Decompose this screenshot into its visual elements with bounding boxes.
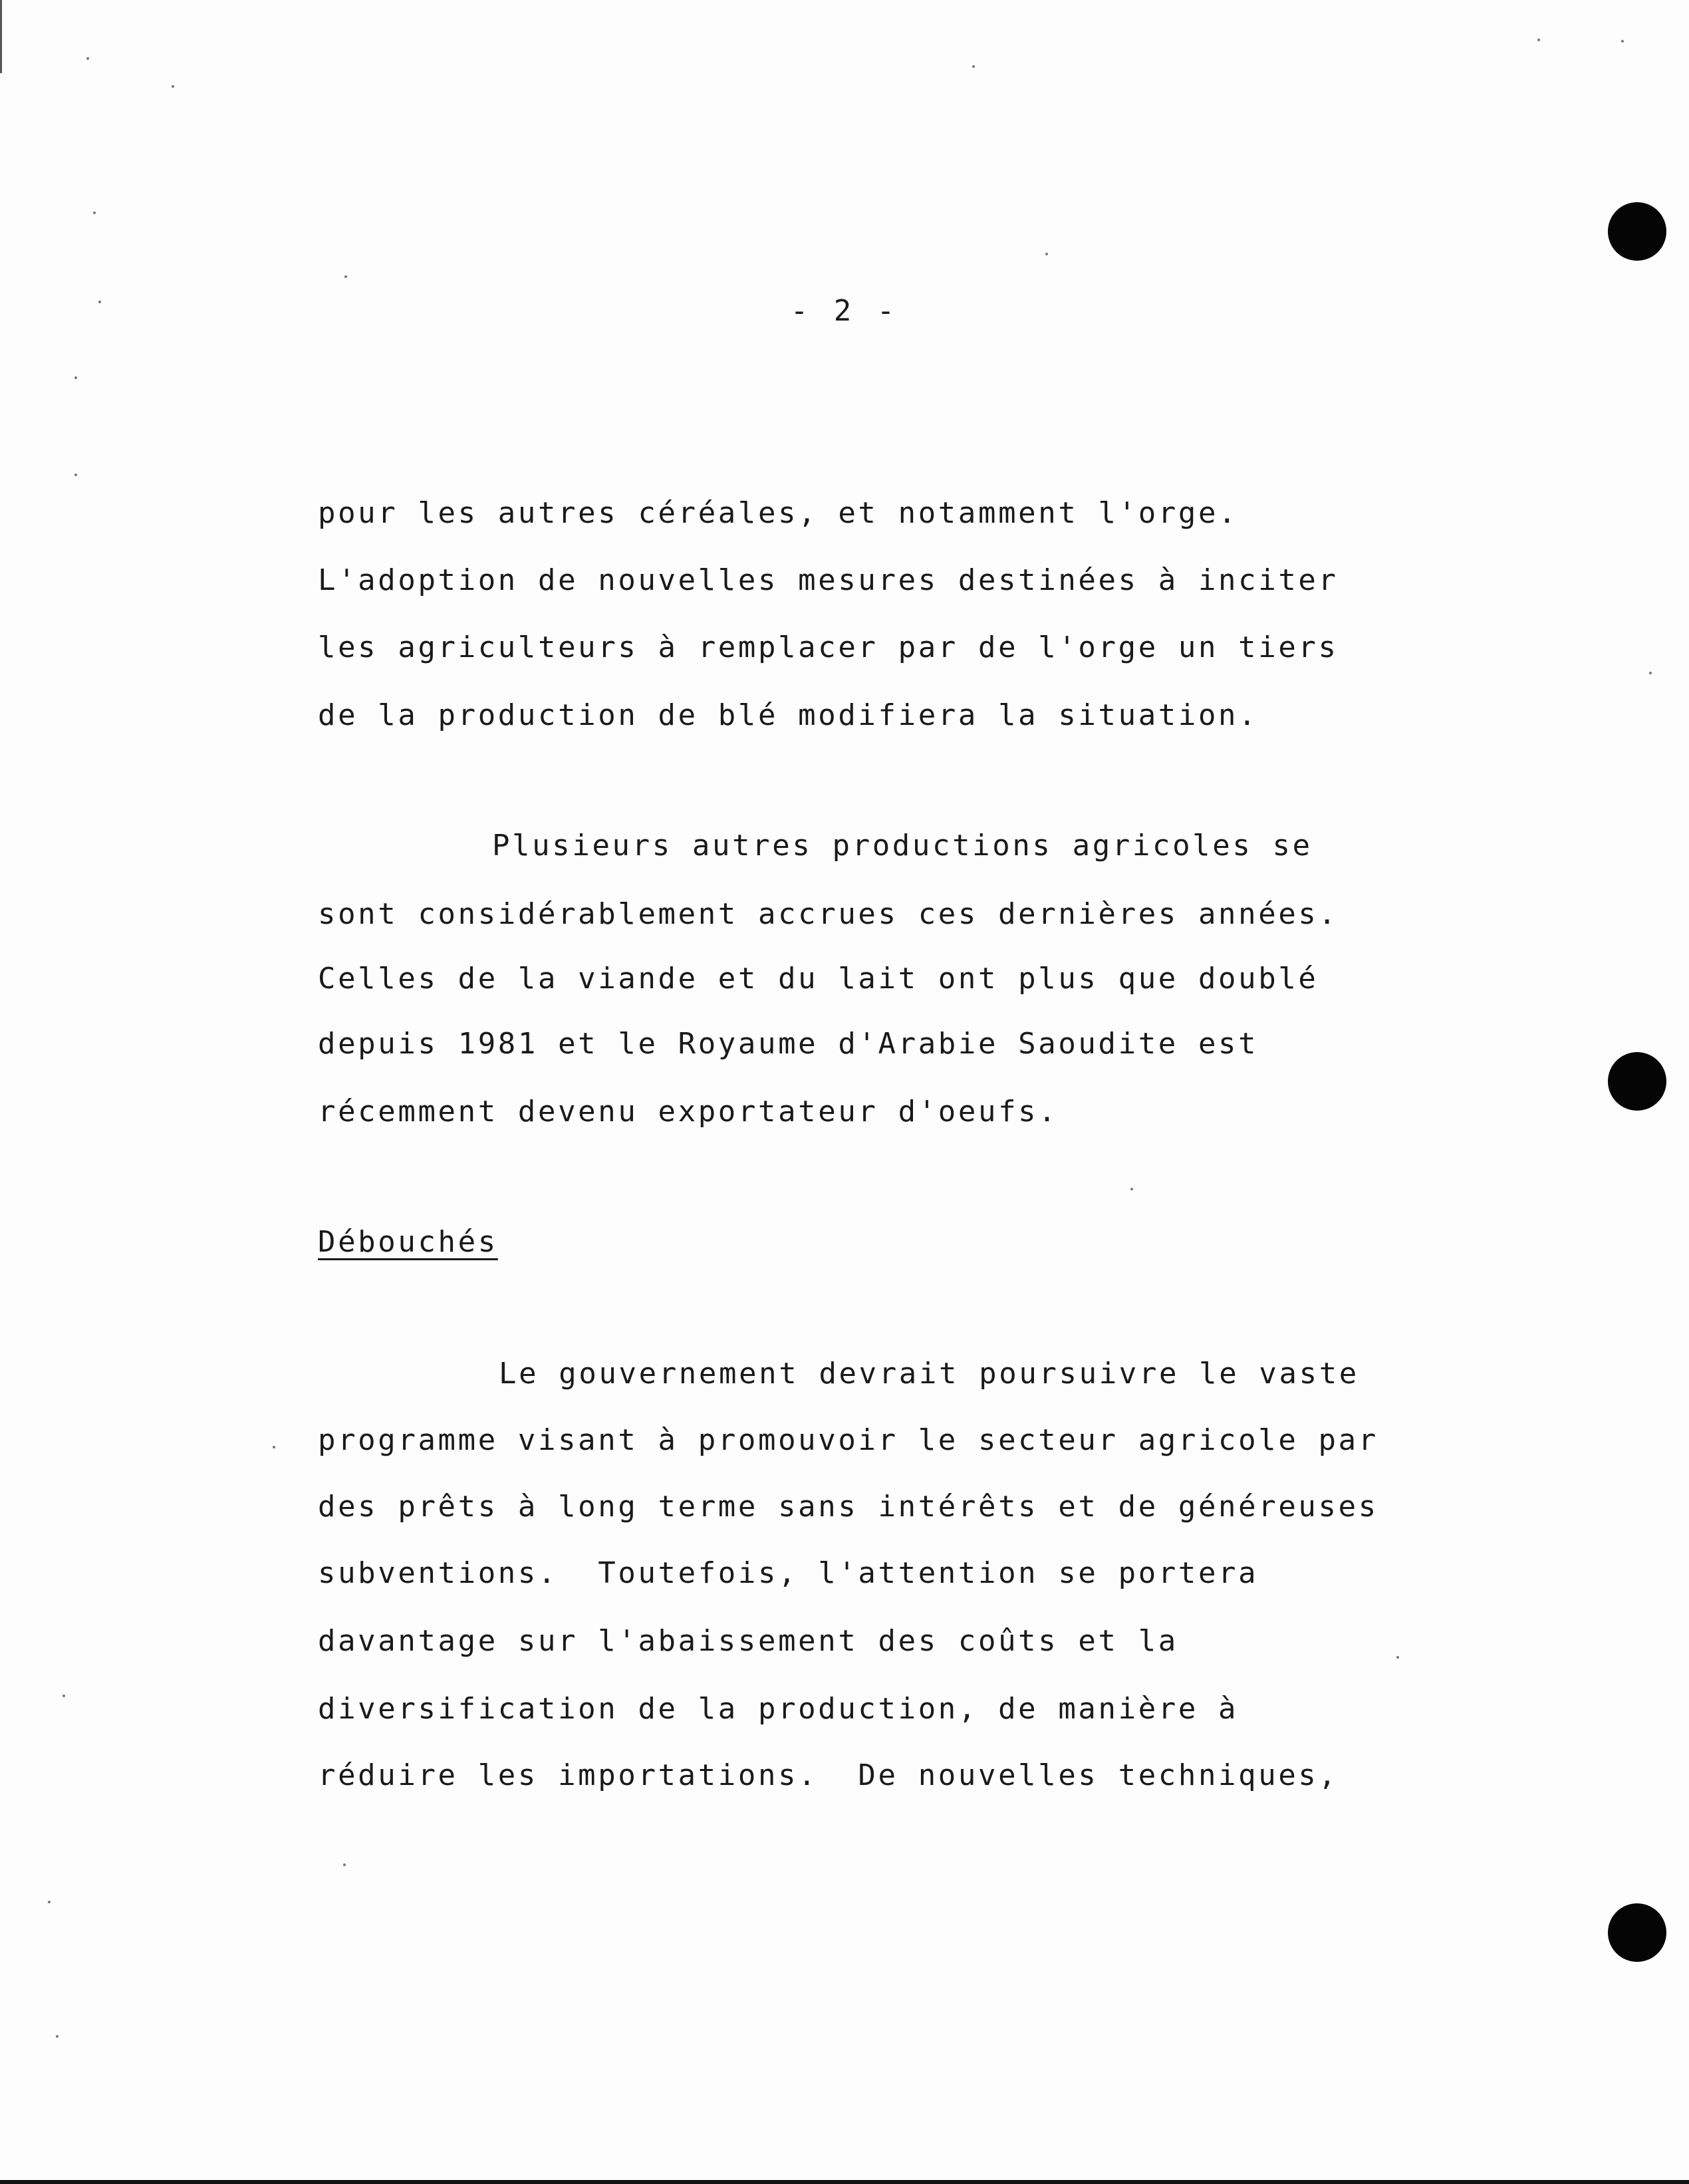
scan-speck bbox=[1537, 39, 1540, 41]
scan-speck bbox=[172, 85, 174, 88]
scan-speck bbox=[1649, 672, 1652, 674]
punch-hole-top bbox=[1608, 202, 1666, 261]
punch-hole-middle bbox=[1608, 1052, 1666, 1111]
paragraph-2-line: depuis 1981 et le Royaume d'Arabie Saoudite est bbox=[318, 1027, 1259, 1061]
paragraph-3-line: davantage sur l'abaissement des coûts et la bbox=[318, 1624, 1178, 1658]
scan-speck bbox=[86, 57, 89, 60]
paragraph-2-line: Celles de la viande et du lait ont plus que doublé bbox=[318, 962, 1319, 996]
scan-speck bbox=[343, 1863, 346, 1866]
scan-speck bbox=[74, 376, 77, 379]
scan-speck bbox=[1396, 1656, 1399, 1659]
paragraph-3-line: subventions. Toutefois, l'attention se portera bbox=[318, 1556, 1259, 1590]
paragraph-1-line: L'adoption de nouvelles mesures destinées à inciter bbox=[318, 563, 1339, 597]
punch-hole-bottom bbox=[1608, 1903, 1666, 1962]
scan-speck bbox=[74, 474, 77, 476]
paragraph-2-line: sont considérablement accrues ces dernières années. bbox=[318, 897, 1339, 931]
scan-speck bbox=[93, 211, 96, 214]
section-heading: Débouchés bbox=[318, 1225, 498, 1259]
page-number: - 2 - bbox=[790, 294, 899, 328]
scan-speck bbox=[1621, 40, 1624, 43]
scan-left-edge bbox=[0, 0, 2, 73]
scan-speck bbox=[63, 1695, 65, 1697]
scan-bottom-edge bbox=[0, 2180, 1689, 2184]
scan-speck bbox=[56, 2035, 59, 2038]
paragraph-2-line: récemment devenu exportateur d'oeufs. bbox=[318, 1095, 1059, 1129]
paragraph-3-line: programme visant à promouvoir le secteur agricole par bbox=[318, 1423, 1378, 1457]
paragraph-3-line: Le gouvernement devrait poursuivre le vaste bbox=[499, 1357, 1359, 1391]
scan-speck bbox=[1045, 253, 1048, 255]
paragraph-3-line: diversification de la production, de manière à bbox=[318, 1692, 1239, 1726]
paragraph-3-line: des prêts à long terme sans intérêts et de généreuses bbox=[318, 1490, 1378, 1524]
scan-speck bbox=[972, 65, 975, 68]
scan-speck bbox=[1130, 1188, 1133, 1190]
paragraph-1-line: les agriculteurs à remplacer par de l'orge un tiers bbox=[318, 630, 1339, 664]
paragraph-1-line: pour les autres céréales, et notamment l'orge. bbox=[318, 496, 1239, 530]
paragraph-3-line: réduire les importations. De nouvelles techniques, bbox=[318, 1758, 1339, 1792]
scan-speck bbox=[344, 275, 347, 278]
scan-speck bbox=[48, 1901, 51, 1903]
paragraph-2-line: Plusieurs autres productions agricoles se bbox=[492, 829, 1313, 863]
paragraph-1-line: de la production de blé modifiera la situation. bbox=[318, 698, 1259, 732]
scan-speck bbox=[273, 1446, 275, 1448]
